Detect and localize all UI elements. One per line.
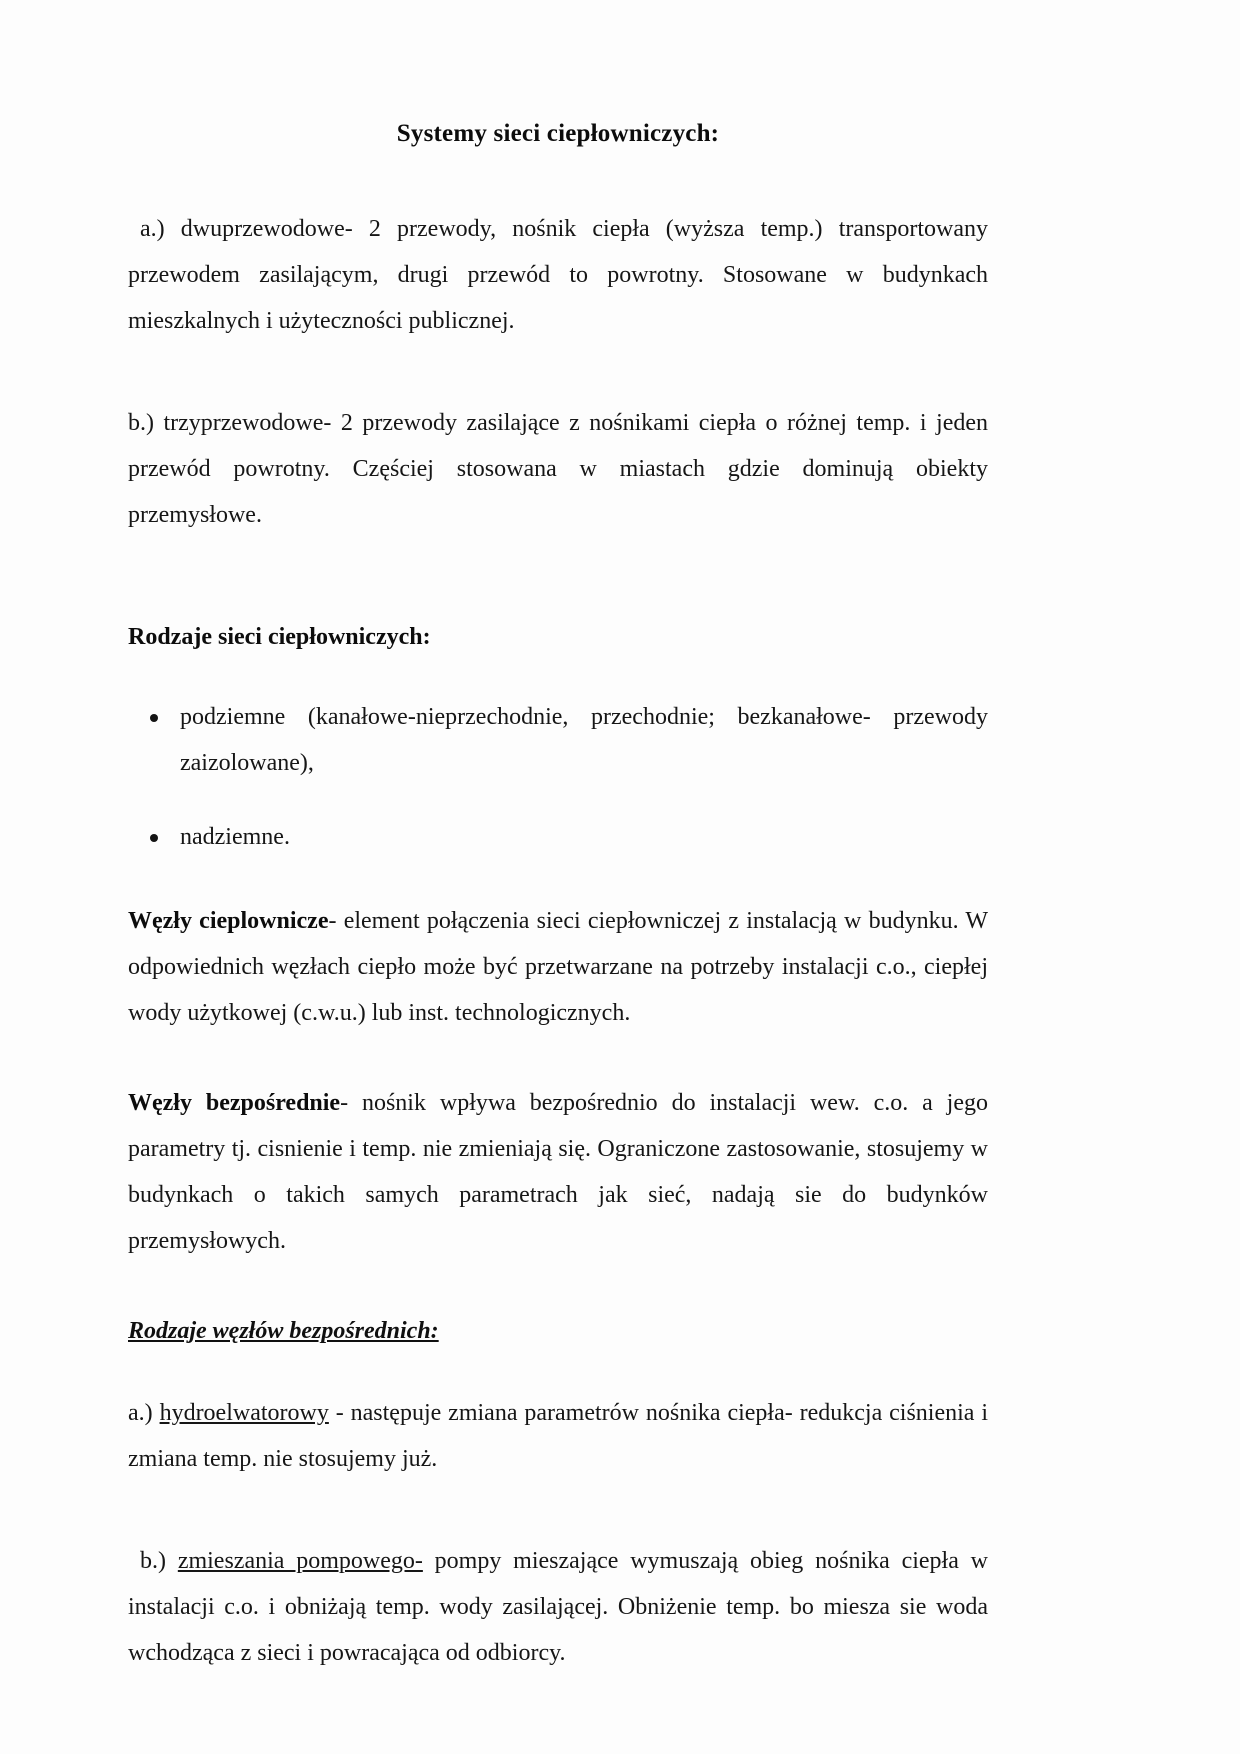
document-body [128, 120, 988, 1710]
paragraph-nodes-direct [128, 1080, 988, 1264]
paragraph-item-a [128, 206, 988, 344]
paragraph-nodes-direct-text: - nośnik wpływa bezpośrednio do instalacji wew. c.o. a jego parametry tj. cisnienie i temp. nie zmieniają się. Ograniczone zastosowanie, stosujemy w budynkach o takich samych parametrach jak sieć, nadają sie do budynków przemysłowych. [128, 1090, 988, 1254]
list-item-label: nadziemne. [180, 824, 290, 850]
paragraph-item-a-text: dwuprzewodowe- 2 przewody, nośnik ciepła (wyższa temp.) transportowany przewodem zasilającym, drugi przewód to powrotny. Stosowane w budynkach mieszkalnych i użyteczności publicznej. [128, 216, 988, 334]
paragraph-direct-item-b [128, 1538, 988, 1676]
term-wezly-bezposrednie: Węzły bezpośrednie [128, 1090, 341, 1116]
spacer [128, 1516, 988, 1538]
spacer [128, 1298, 988, 1308]
spacer [128, 888, 988, 898]
page-title: Systemy sieci ciepłowniczych: [396, 120, 720, 147]
types-bullet-list [128, 694, 988, 860]
paragraph-direct-item-a [128, 1390, 988, 1482]
section-heading-types: Rodzaje sieci ciepłowniczych: [128, 624, 431, 650]
paragraph-item-b [128, 400, 988, 538]
list-item-label: podziemne (kanałowe-nieprzechodnie, przechodnie; bezkanałowe- przewody zaizolowane), [180, 704, 988, 776]
paragraph-direct-item-b-text: pompy mieszające wymuszają obieg nośnika ciepła w instalacji c.o. i obniżają temp. wody zasilającej. Obniżenie temp. bo miesza sie woda wchodząca z sieci i powracająca od odbiorcy. [128, 1548, 989, 1666]
paragraph-item-a-label: a.) [140, 216, 165, 242]
paragraph-direct-item-a-label: a.) [128, 1400, 153, 1426]
list-item [128, 694, 988, 786]
underlined-term-hydroelwatorowy: hydroelwatorowy [159, 1400, 329, 1426]
section-heading-direct-types: Rodzaje węzłów bezpośrednich: [128, 1318, 439, 1344]
list-item [128, 814, 988, 860]
spacer [128, 572, 988, 614]
paragraph-direct-item-b-label: b.) [140, 1548, 166, 1574]
paragraph-item-b-text: trzyprzewodowe- 2 przewody zasilające z nośnikami ciepła o różnej temp. i jeden przewód powrotny. Częściej stosowana w miastach gdzie dominują obiekty przemysłowe. [128, 410, 988, 528]
paragraph-nodes-heating [128, 898, 988, 1036]
underlined-term-zmieszania-pompowego: zmieszania pompowego- [177, 1548, 423, 1574]
bullet-dot-icon [150, 834, 158, 842]
spacer [128, 378, 988, 400]
term-wezly-cieplownicze: Węzły cieplownicze [128, 908, 329, 934]
paragraph-direct-item-a-text: - następuje zmiana parametrów nośnika ciepła- redukcja ciśnienia i zmiana temp. nie stosujemy już. [128, 1400, 989, 1472]
paragraph-item-b-label: b.) [128, 410, 154, 436]
bullet-dot-icon [150, 714, 158, 722]
paragraph-nodes-heating-text: - element połączenia sieci ciepłowniczej z instalacją w budynku. W odpowiednich węzłach ciepło może być przetwarzane na potrzeby instalacji c.o., ciepłej wody użytkowej (c.w.u.) lub inst. technologicznych. [128, 908, 989, 1026]
spacer [128, 1070, 988, 1080]
